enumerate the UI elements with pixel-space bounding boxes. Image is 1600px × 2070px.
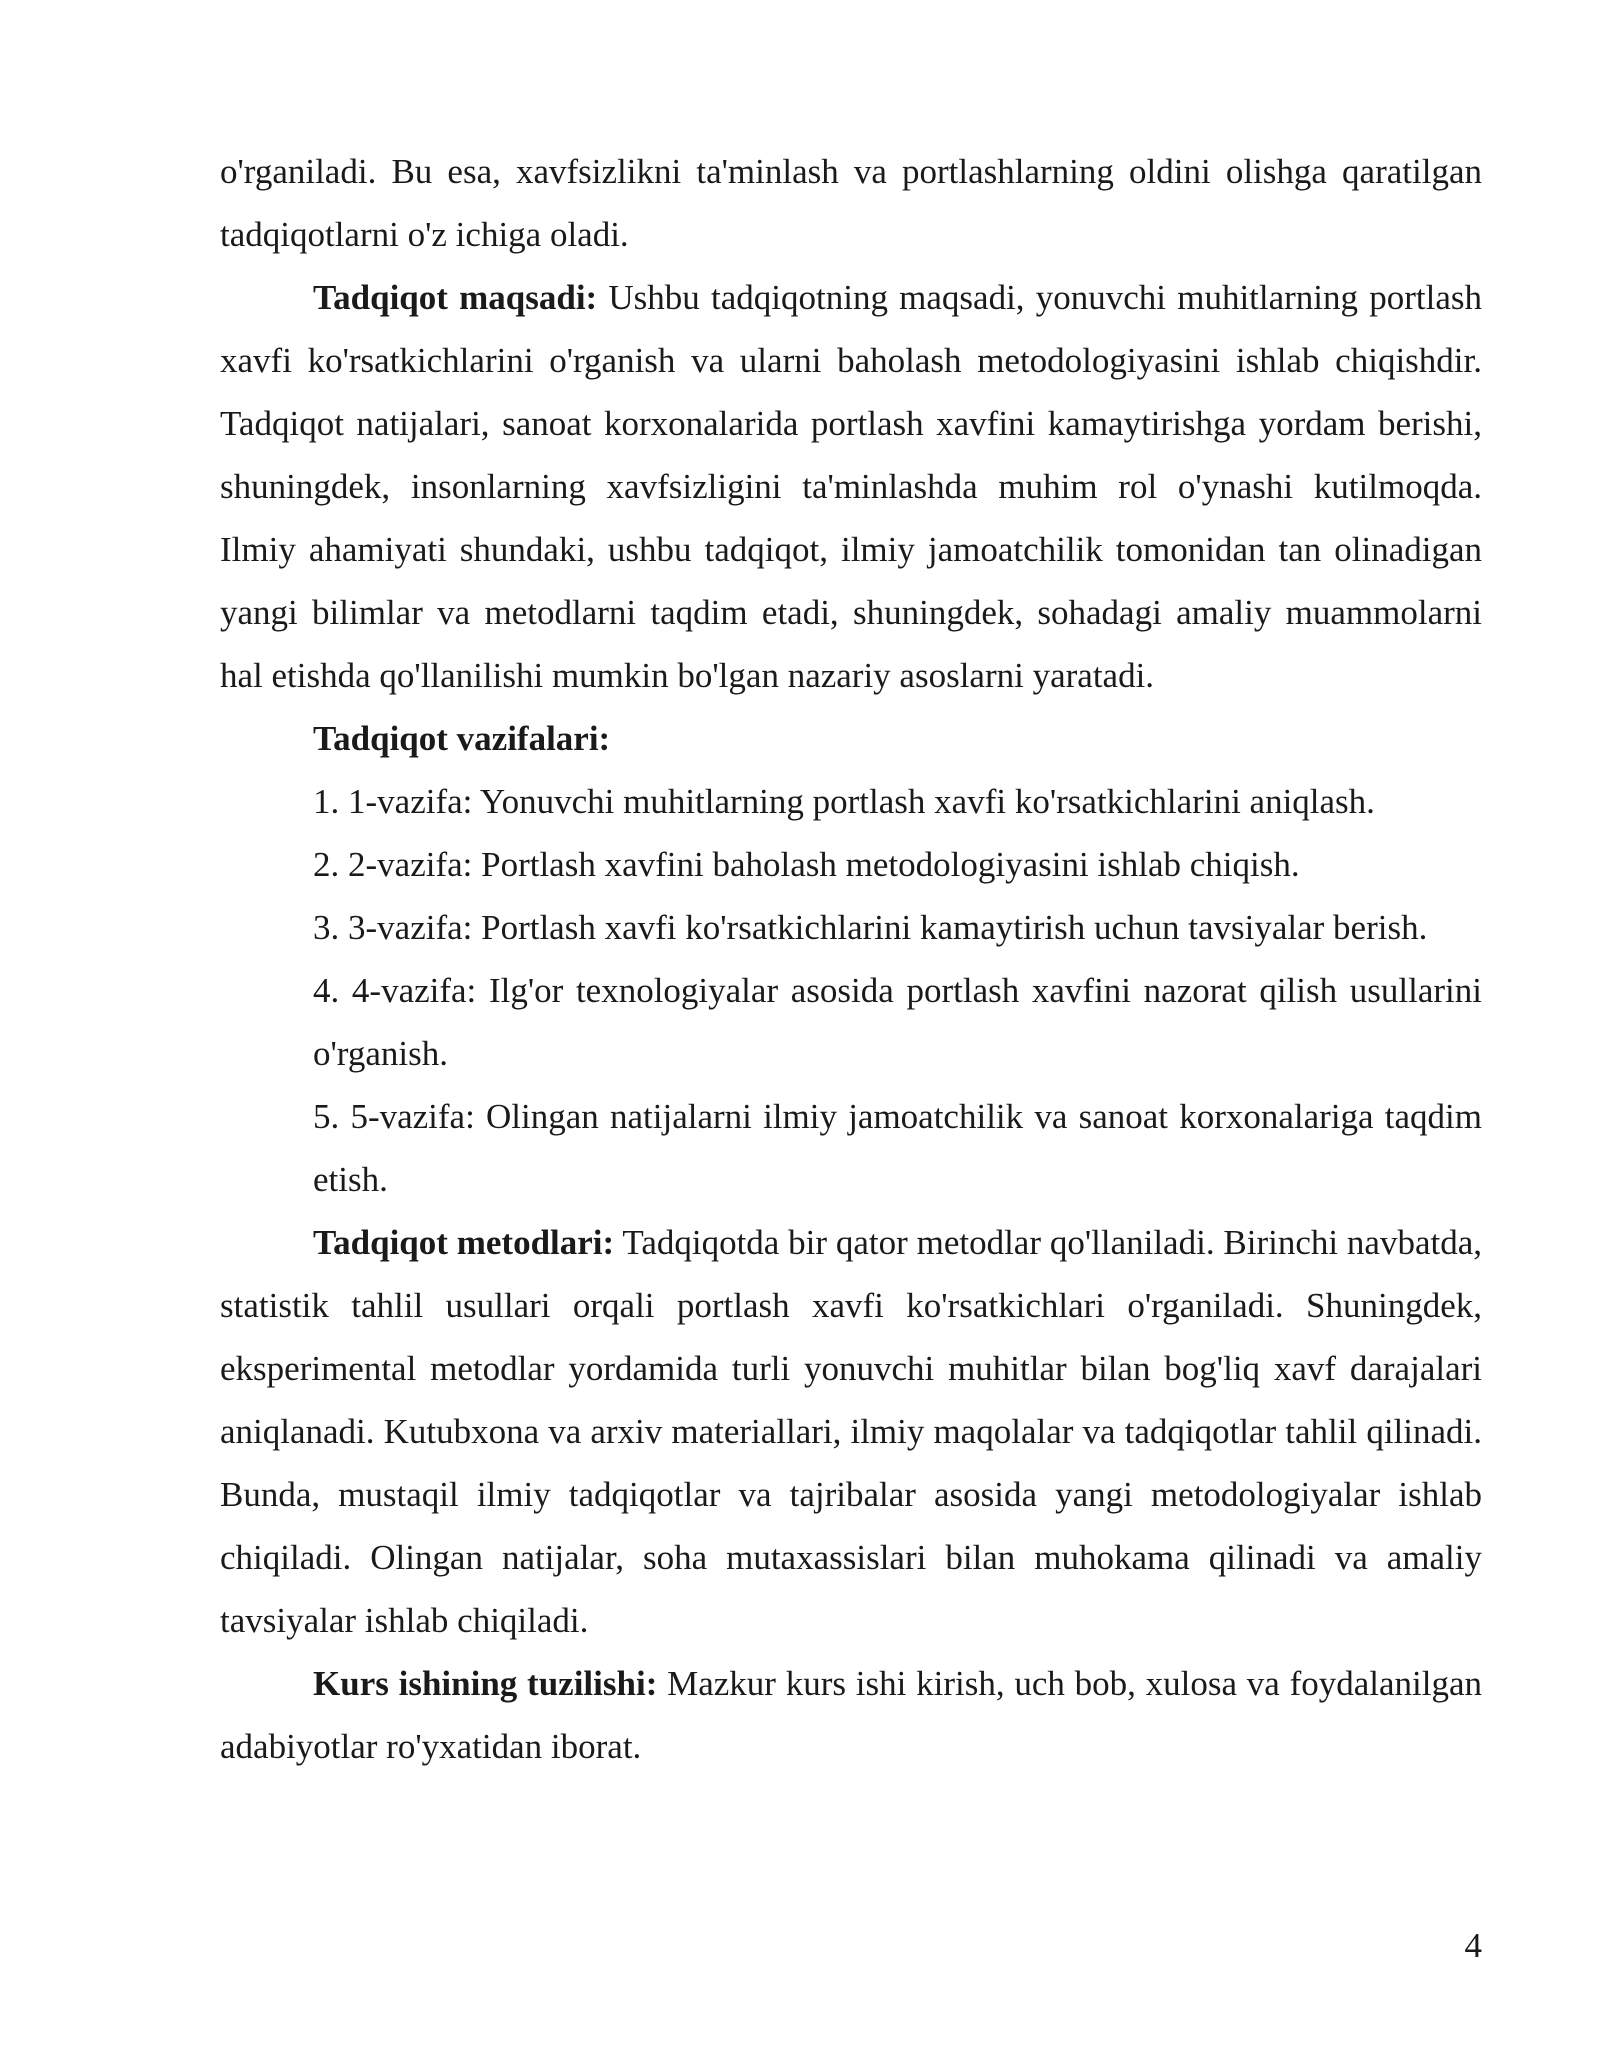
task-item-3: 3. 3-vazifa: Portlash xavfi ko'rsatkichlarini kamaytirish uchun tavsiyalar berish. [313, 908, 1428, 947]
structure-text: Mazkur kurs ishi kirish, uch bob, xulosa va foydalanilgan adabiyotlar ro'yxatidan iborat. [220, 1664, 1483, 1766]
structure-label: Kurs ishining tuzilishi: [313, 1664, 658, 1703]
paragraph-goal [220, 266, 1482, 707]
paragraph-methods [220, 1211, 1482, 1652]
document-page [220, 140, 1482, 1778]
tasks-heading-label: Tadqiqot vazifalari: [313, 719, 611, 758]
task-item-2: 2. 2-vazifa: Portlash xavfini baholash metodologiyasini ishlab chiqish. [313, 845, 1300, 884]
paragraph-intro: o'rganiladi. Bu esa, xavfsizlikni ta'minlash va portlashlarning oldini olishga qaratilgan tadqiqotlarni o'z ichiga oladi. [220, 152, 1482, 254]
task-item-5: 5. 5-vazifa: Olingan natijalarni ilmiy jamoatchilik va sanoat korxonalariga taqdim etish. [313, 1097, 1482, 1199]
page-number: 4 [1464, 1926, 1482, 1965]
task-item-1: 1. 1-vazifa: Yonuvchi muhitlarning portlash xavfi ko'rsatkichlarini aniqlash. [313, 782, 1375, 821]
tasks-heading [220, 707, 1482, 770]
methods-label: Tadqiqot metodlari: [313, 1223, 615, 1262]
goal-text: Ushbu tadqiqotning maqsadi, yonuvchi muhitlarning portlash xavfi ko'rsatkichlarini o'rganish va ularni baholash metodologiyasini ishlab chiqishdir. Tadqiqot natijalari, sanoat korxonalarida portlash xavfini kamaytirishga yordam berishi, shuningdek, insonlarning xavfsizligini ta'minlashda muhim rol o'ynashi kutilmoqda. Ilmiy ahamiyati shundaki, ushbu tadqiqot, ilmiy jamoatchilik tomonidan tan olinadigan yangi bilimlar va metodlarni taqdim etadi, shuningdek, sohadagi amaliy muammolarni hal etishda qo'llanilishi mumkin bo'lgan nazariy asoslarni yaratadi. [220, 278, 1482, 695]
goal-label: Tadqiqot maqsadi: [313, 278, 598, 317]
methods-text: Tadqiqotda bir qator metodlar qo'llaniladi. Birinchi navbatda, statistik tahlil usullari orqali portlash xavfi ko'rsatkichlari o'rganiladi. Shuningdek, eksperimental metodlar yordamida turli yonuvchi muhitlar bilan bog'liq xavf darajalari aniqlanadi. Kutubxona va arxiv materiallari, ilmiy maqolalar va tadqiqotlar tahlil qilinadi. Bunda, mustaqil ilmiy tadqiqotlar va tajribalar asosida yangi metodologiyalar ishlab chiqiladi. Olingan natijalar, soha mutaxassislari bilan muhokama qilinadi va amaliy tavsiyalar ishlab chiqiladi. [220, 1223, 1482, 1640]
task-item-4: 4. 4-vazifa: Ilg'or texnologiyalar asosida portlash xavfini nazorat qilish usullarini o'rganish. [313, 971, 1482, 1073]
paragraph-structure [220, 1652, 1482, 1778]
